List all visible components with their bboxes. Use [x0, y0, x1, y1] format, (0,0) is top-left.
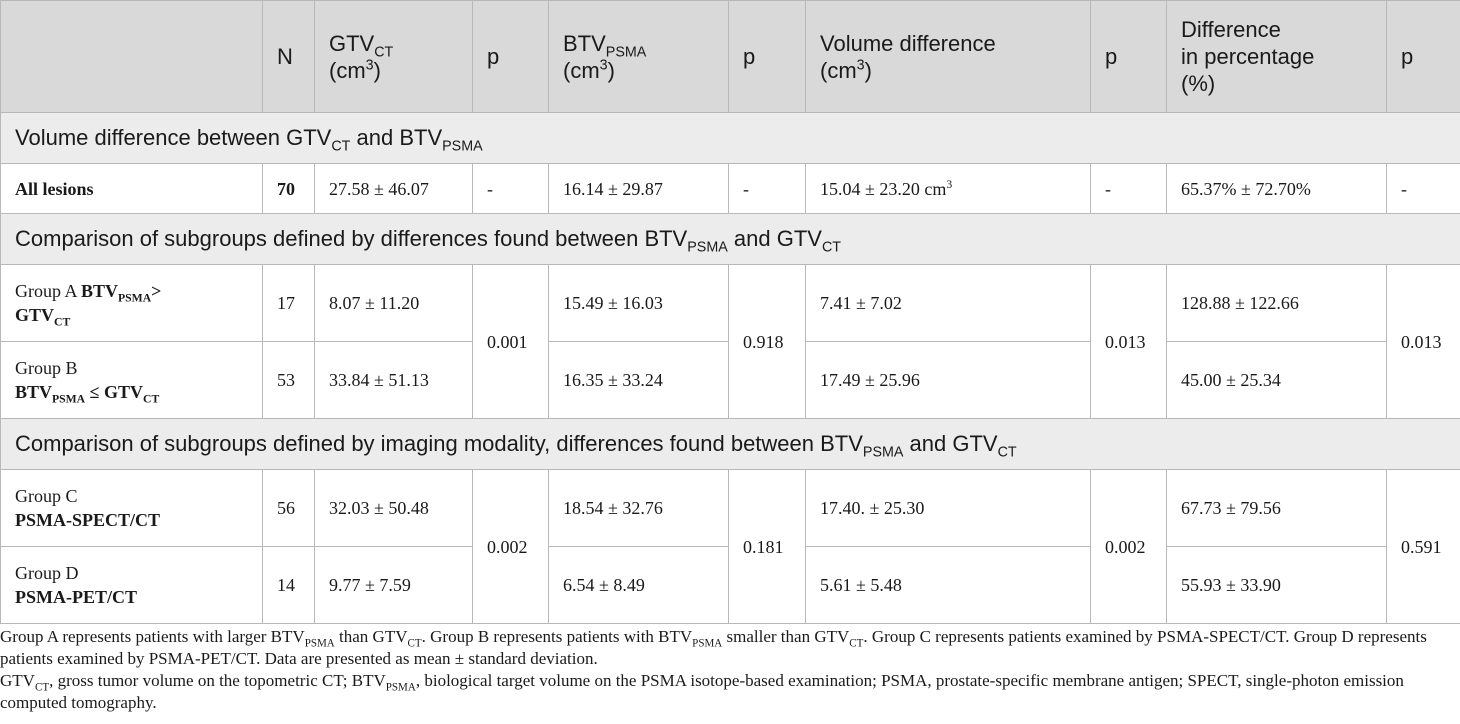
cell-volume-difference: 17.49 ± 25.96 — [806, 342, 1091, 419]
cell-btv: 15.49 ± 16.03 — [549, 265, 729, 342]
cell-btv: 18.54 ± 32.76 — [549, 470, 729, 547]
header-btv: $BTV_{PSMA}$ $(cm^3)$ — [549, 1, 729, 113]
row-label: All lesions — [1, 164, 263, 214]
cell-n: 17 — [263, 265, 315, 342]
cell-n: 70 — [263, 164, 315, 214]
cell-n: 53 — [263, 342, 315, 419]
cell-p-btv: 0.181 — [729, 470, 806, 624]
cell-volume-difference: 17.40. ± 25.30 — [806, 470, 1091, 547]
table-row-all-lesions — [1, 164, 1460, 214]
row-label: Group B $BTV_{PSMA} \le GTV_{CT}$ — [1, 342, 263, 419]
header-blank — [1, 1, 263, 113]
cell-percentage: 67.73 ± 79.56 — [1167, 470, 1387, 547]
cell-p-percentage: 0.013 — [1387, 265, 1460, 419]
cell-volume-difference: 5.61 ± 5.48 — [806, 547, 1091, 624]
cell-btv: 16.14 ± 29.87 — [549, 164, 729, 214]
cell-gtv: 27.58 ± 46.07 — [315, 164, 473, 214]
header-p-percentage: p — [1387, 1, 1460, 113]
cell-percentage: 45.00 ± 25.34 — [1167, 342, 1387, 419]
cell-percentage: 128.88 ± 122.66 — [1167, 265, 1387, 342]
section-row-volume-difference — [1, 113, 1460, 164]
cell-p-btv: - — [729, 164, 806, 214]
row-label: Group A $BTV_{PSMA}>$ $GTV_{CT}$ — [1, 265, 263, 342]
footnote-groups: Group A represents patients with larger $BTV_{PSMA}$ than $GTV_{CT}$. Group B represents patients with $BTV_{PSMA}$ smaller than $GTV_{CT}$. Group C represents patients examined by PSMA-SPECT/CT. Group D represents patients examined by PSMA-PET/CT. Data are presented as mean ± standard deviation. — [0, 627, 1427, 668]
cell-p-percentage: 0.591 — [1387, 470, 1460, 624]
cell-n: 56 — [263, 470, 315, 547]
cell-p-volume: 0.002 — [1091, 470, 1167, 624]
footnote-abbreviations: $GTV_{CT}$, gross tumor volume on the topometric CT; $BTV_{PSMA}$, biological target volume on the PSMA isotope-based examination; PSMA, prostate-specific membrane antigen; SPECT, single-photon emission computed tomography. — [0, 671, 1404, 712]
cell-btv: 6.54 ± 8.49 — [549, 547, 729, 624]
cell-p-gtv: 0.002 — [473, 470, 549, 624]
cell-btv: 16.35 ± 33.24 — [549, 342, 729, 419]
cell-volume-difference: 7.41 ± 7.02 — [806, 265, 1091, 342]
header-volume-difference: Volume difference $(cm^3)$ — [806, 1, 1091, 113]
cell-gtv: 33.84 ± 51.13 — [315, 342, 473, 419]
cell-gtv: 8.07 ± 11.20 — [315, 265, 473, 342]
cell-gtv: 32.03 ± 50.48 — [315, 470, 473, 547]
row-label: Group D PSMA-PET/CT — [1, 547, 263, 624]
section-row-imaging-modality — [1, 419, 1460, 470]
cell-volume-difference: 15.04 ± 23.20 $cm^3$ — [806, 164, 1091, 214]
cell-p-volume: - — [1091, 164, 1167, 214]
cell-p-percentage: - — [1387, 164, 1460, 214]
section-title: Comparison of subgroups defined by imaging modality, differences found between $BTV_{PSMA}$ and $GTV_{CT}$ — [1, 419, 1460, 470]
cell-n: 14 — [263, 547, 315, 624]
table-footnotes — [0, 626, 1460, 714]
cell-p-gtv: - — [473, 164, 549, 214]
cell-gtv: 9.77 ± 7.59 — [315, 547, 473, 624]
header-row — [1, 1, 1460, 113]
row-label: Group C PSMA-SPECT/CT — [1, 470, 263, 547]
table-row-group-c — [1, 470, 1460, 547]
cell-p-gtv: 0.001 — [473, 265, 549, 419]
section-title: Comparison of subgroups defined by differences found between $BTV_{PSMA}$ and $GTV_{CT}$ — [1, 214, 1460, 265]
header-p-gtv: p — [473, 1, 549, 113]
cell-p-volume: 0.013 — [1091, 265, 1167, 419]
cell-percentage: 55.93 ± 33.90 — [1167, 547, 1387, 624]
header-p-volume: p — [1091, 1, 1167, 113]
cell-percentage: 65.37% ± 72.70% — [1167, 164, 1387, 214]
header-n: N — [263, 1, 315, 113]
section-title: Volume difference between $GTV_{CT}$ and $BTV_{PSMA}$ — [1, 113, 1460, 164]
header-p-btv: p — [729, 1, 806, 113]
cell-p-btv: 0.918 — [729, 265, 806, 419]
table-row-group-a — [1, 265, 1460, 342]
header-difference-percentage: Difference in percentage (%) — [1167, 1, 1387, 113]
section-row-btv-gtv-comparison — [1, 214, 1460, 265]
header-gtv: $GTV_{CT}$ $(cm^3)$ — [315, 1, 473, 113]
